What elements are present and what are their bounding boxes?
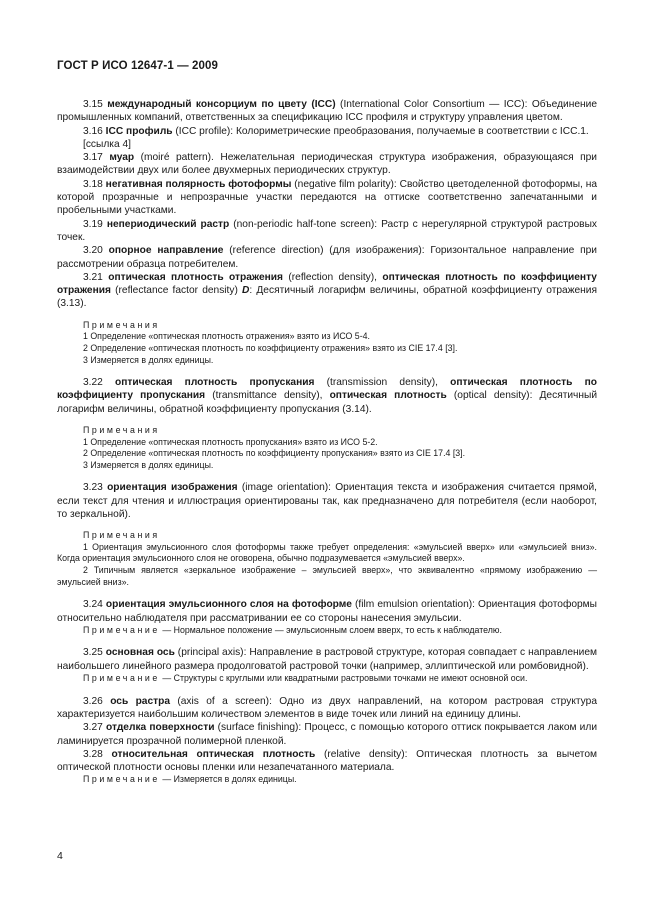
term-3-28: 3.28 относительная оптическая плотность (relative density): Оптическая плотность за вычетом оптической плотности основы пленки или незапечатанного материала.: [57, 748, 597, 774]
note-item: 1 Определение «оптическая плотность отражения» взято из ИСО 5-4.: [83, 331, 370, 342]
term-3-22: 3.22 оптическая плотность пропускания (transmission density), оптическая плотность по коэффициенту пропускания (transmittance density), оптическая плотность (optical density): Десятичный логарифм величины, обратной коэффициенту пропускания (3.14).: [57, 377, 598, 415]
document-header: ГОСТ Р ИСО 12647-1 — 2009: [57, 60, 219, 72]
term-3-18: 3.18 негативная полярность фотоформы (negative film polarity): Свойство цветоделенной фотоформы, на которой прозрачные и непрозрачные участки передаются на оттиске соответственно запечатанными и пробельными участками.: [57, 178, 597, 217]
term-3-17: 3.17 муар (moiré pattern). Нежелательная периодическая структура изображения, образующаяся при взаимодействии двух или более двухмерных периодических структур.: [57, 152, 597, 177]
document-body: [57, 98, 597, 786]
note-3-25: Примечание — Структуры с круглыми или квадратными растровыми точками не имеют основной оси.: [83, 673, 528, 684]
note-item: 3 Измеряется в долях единицы.: [83, 354, 214, 365]
term-3-20: 3.20 опорное направление (reference direction) (для изображения): Горизонтальное направление при рассмотрении образца потребителем.: [57, 245, 597, 270]
term-3-15: 3.15 международный консорциум по цвету (ICC) (International Color Consortium — ICC): Объединение промышленных компаний, ответственных за спецификацию ICC профиля и структуру управления цветом.: [57, 99, 597, 124]
notes-3-22: Примечания 1 Определение «оптическая плотность пропускания» взято из ИСО 5-2. 2 Определение «оптическая плотность по коэффициенту пропускания» взято из CIE 17.4 [3]. 3 Измеряется в долях единицы.: [57, 425, 597, 471]
notes-3-21: Примечания 1 Определение «оптическая плотность отражения» взято из ИСО 5-4. 2 Определение «оптическая плотность по коэффициенту отражения» взято из CIE 17.4 [3]. 3 Измеряется в долях единицы.: [57, 320, 597, 366]
note-item: 2 Определение «оптическая плотность по коэффициенту отражения» взято из CIE 17.4 [3].: [83, 342, 458, 353]
note-item: 2 Определение «оптическая плотность по коэффициенту пропускания» взято из CIE 17.4 [3].: [83, 448, 466, 459]
term-3-25: 3.25 основная ось (principal axis): Направление в растровой структуре, которая совпадает с направлением наибольшего линейного размера продолговатой растровой точки (например, эллиптической или ромбовидной).: [57, 647, 597, 672]
notes-3-23: Примечания 1 Ориентация эмульсионного слоя фотоформы также требует определения: «эмульсией вверх» или «эмульсией вниз». Когда ориентация эмульсионного слоя не оговорена, обычно подразумевается «эмульсией вверх». 2 Типичным является «зеркальное изображение – эмульсией вверх», что эквивалентно «прямому изображению — эмульсией вниз».: [57, 530, 597, 587]
note-item: 1 Определение «оптическая плотность пропускания» взято из ИСО 5-2.: [83, 436, 378, 447]
note-3-24: Примечание — Нормальное положение — эмульсионным слоем вверх, то есть к наблюдателю.: [83, 624, 502, 635]
note-item: 2 Типичным является «зеркальное изображение – эмульсией вверх», что эквивалентно «прямому изображению — эмульсией вниз».: [57, 565, 597, 587]
note-item: 3 Измеряется в долях единицы.: [83, 459, 214, 470]
reference-note: [ссылка 4]: [83, 138, 131, 150]
note-3-28: Примечание — Измеряется в долях единицы.: [83, 774, 297, 785]
term-3-27: 3.27 отделка поверхности (surface finishing): Процесс, с помощью которого оттиск покрывается лаком или ламинируется прозрачной полимерной пленкой.: [57, 722, 598, 747]
term-3-24: 3.24 ориентация эмульсионного слоя на фотоформе (film emulsion orientation): Ориентация фотоформы относительно наблюдателя при рассматривании ее со стороны нанесения эмульсии.: [57, 599, 598, 624]
term-3-23: 3.23 ориентация изображения (image orientation): Ориентация текста и изображения считается прямой, если текст для чтения и иллюстрация ориентированы так, как предназначено для потребителя (если наоборот, то зеркальной).: [57, 482, 597, 520]
note-item: 1 Ориентация эмульсионного слоя фотоформы также требует определения: «эмульсией вверх» или «эмульсией вниз». Когда ориентация эмульсионного слоя не оговорена, обычно подразумевается «эмульсией вверх».: [57, 541, 597, 564]
page-number: 4: [57, 850, 63, 862]
term-3-26: 3.26 ось растра (axis of a screen): Одно из двух направлений, на котором растровая структура характеризуется наибольшим количеством элементов в виде точек или линий на единицу длины.: [57, 695, 597, 720]
term-3-16: 3.16 ICC профиль (ICC profile): Колориметрические преобразования, получаемые в соответствии с ICC.1.: [83, 125, 589, 137]
term-3-19: 3.19 непериодический растр (non-periodic half-tone screen): Растр с нерегулярной структурой растровых точек.: [57, 218, 597, 243]
term-3-21: 3.21 оптическая плотность отражения (reflection density), оптическая плотность по коэффициенту отражения (reflectance factor density) D: Десятичный логарифм величины, обратной коэффициенту отражения (3.13).: [57, 271, 598, 310]
